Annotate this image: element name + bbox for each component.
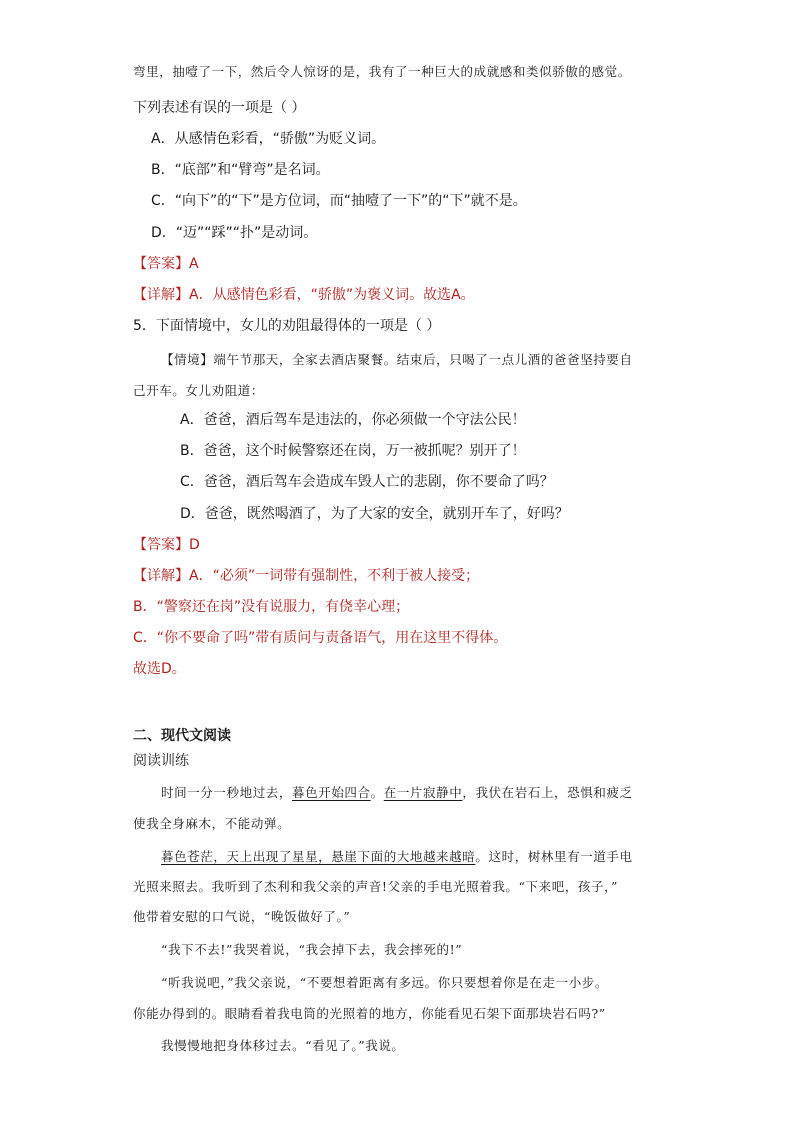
passage-p2-line2: 光照来照去。我听到了杰利和我父亲的声音!父亲的手电光照着我。“下来吧，孩子，” xyxy=(133,879,618,894)
passage-p4-line1: “听我说吧，”我父亲说，“不要想着距离有多远。你只要想着你是在走一小步。 xyxy=(161,975,609,990)
q4-stem: 下列表述有误的一项是（ ） xyxy=(133,100,306,116)
q4-option-c: C．“向下”的“下”是方位词，而“抽噎了一下”的“下”就不是。 xyxy=(151,193,527,209)
q5-option-a: A．爸爸，酒后驾车是违法的，你必须做一个守法公民！ xyxy=(180,412,526,428)
section-subheading: 阅读训练 xyxy=(133,753,189,769)
section-heading: 二、现代文阅读 xyxy=(133,728,231,744)
q5-stem: 5．下面情境中，女儿的劝阻最得体的一项是（ ） xyxy=(133,318,441,334)
passage-p1-line2: 使我全身麻木，不能动弹。 xyxy=(133,816,291,831)
q5-option-d: D．爸爸，既然喝酒了，为了大家的安全，就别开车了，好吗？ xyxy=(180,506,569,522)
underlined-phrase: 暮色开始四合 xyxy=(292,785,371,800)
q5-detail-1: 【详解】A．“必须”一词带有强制性，不利于被人接受； xyxy=(133,568,480,584)
q5-detail-4: 故选D。 xyxy=(133,661,186,677)
passage-p1-line1: 时间一分一秒地过去，暮色开始四合。在一片寂静中，我伏在岩石上，恐惧和疲乏 xyxy=(161,785,633,800)
q5-scenario-line2: 己开车。女儿劝阻道： xyxy=(133,383,265,398)
q4-option-b: B．“底部”和“臂弯”是名词。 xyxy=(151,162,330,178)
passage-p4-line2: 你能办得到的。眼睛看着我电筒的光照着的地方，你能看见石架下面那块岩石吗?” xyxy=(133,1006,606,1021)
passage-p2-line1: 暮色苍茫，天上出现了星星，悬崖下面的大地越来越暗。这时，树林里有一道手电 xyxy=(161,849,633,864)
q5-option-b: B．爸爸，这个时候警察还在岗，万一被抓呢？别开了！ xyxy=(180,443,526,459)
underlined-phrase: 暮色苍茫，天上出现了星星，悬崖下面的大地越来越暗 xyxy=(161,849,476,864)
q5-detail-2: B．“警察还在岗”没有说服力，有侥幸心理； xyxy=(133,599,410,615)
q4-detail: 【详解】A．从感情色彩看，“骄傲”为褒义词。故选A。 xyxy=(133,287,475,303)
passage-p3: “我下不去!”我哭着说，“我会掉下去，我会摔死的!” xyxy=(161,942,463,957)
passage-p2-line3: 他带着安慰的口气说，“晚饭做好了。” xyxy=(133,909,351,924)
q5-scenario-line1: 【情境】端午节那天，全家去酒店聚餐。结束后，只喝了一点儿酒的爸爸坚持要自 xyxy=(161,352,633,367)
q4-option-a: A．从感情色彩看，“骄傲”为贬义词。 xyxy=(151,131,386,147)
passage-p5: 我慢慢地把身体移过去。“看见了。”我说。 xyxy=(161,1038,405,1053)
q5-detail-3: C．“你不要命了吗”带有质问与责备语气，用在这里不得体。 xyxy=(133,630,508,646)
underlined-phrase: 在一片寂静中 xyxy=(383,785,463,800)
q4-option-d: D．“迈”“踩”“扑”是动词。 xyxy=(151,225,318,241)
q4-context-tail: 弯里，抽噎了一下，然后令人惊讶的是，我有了一种巨大的成就感和类似骄傲的感觉。 xyxy=(133,64,631,79)
q4-answer: 【答案】A xyxy=(133,256,199,272)
q5-answer: 【答案】D xyxy=(133,537,200,553)
q5-option-c: C．爸爸，酒后驾车会造成车毁人亡的悲剧，你不要命了吗？ xyxy=(180,474,554,490)
